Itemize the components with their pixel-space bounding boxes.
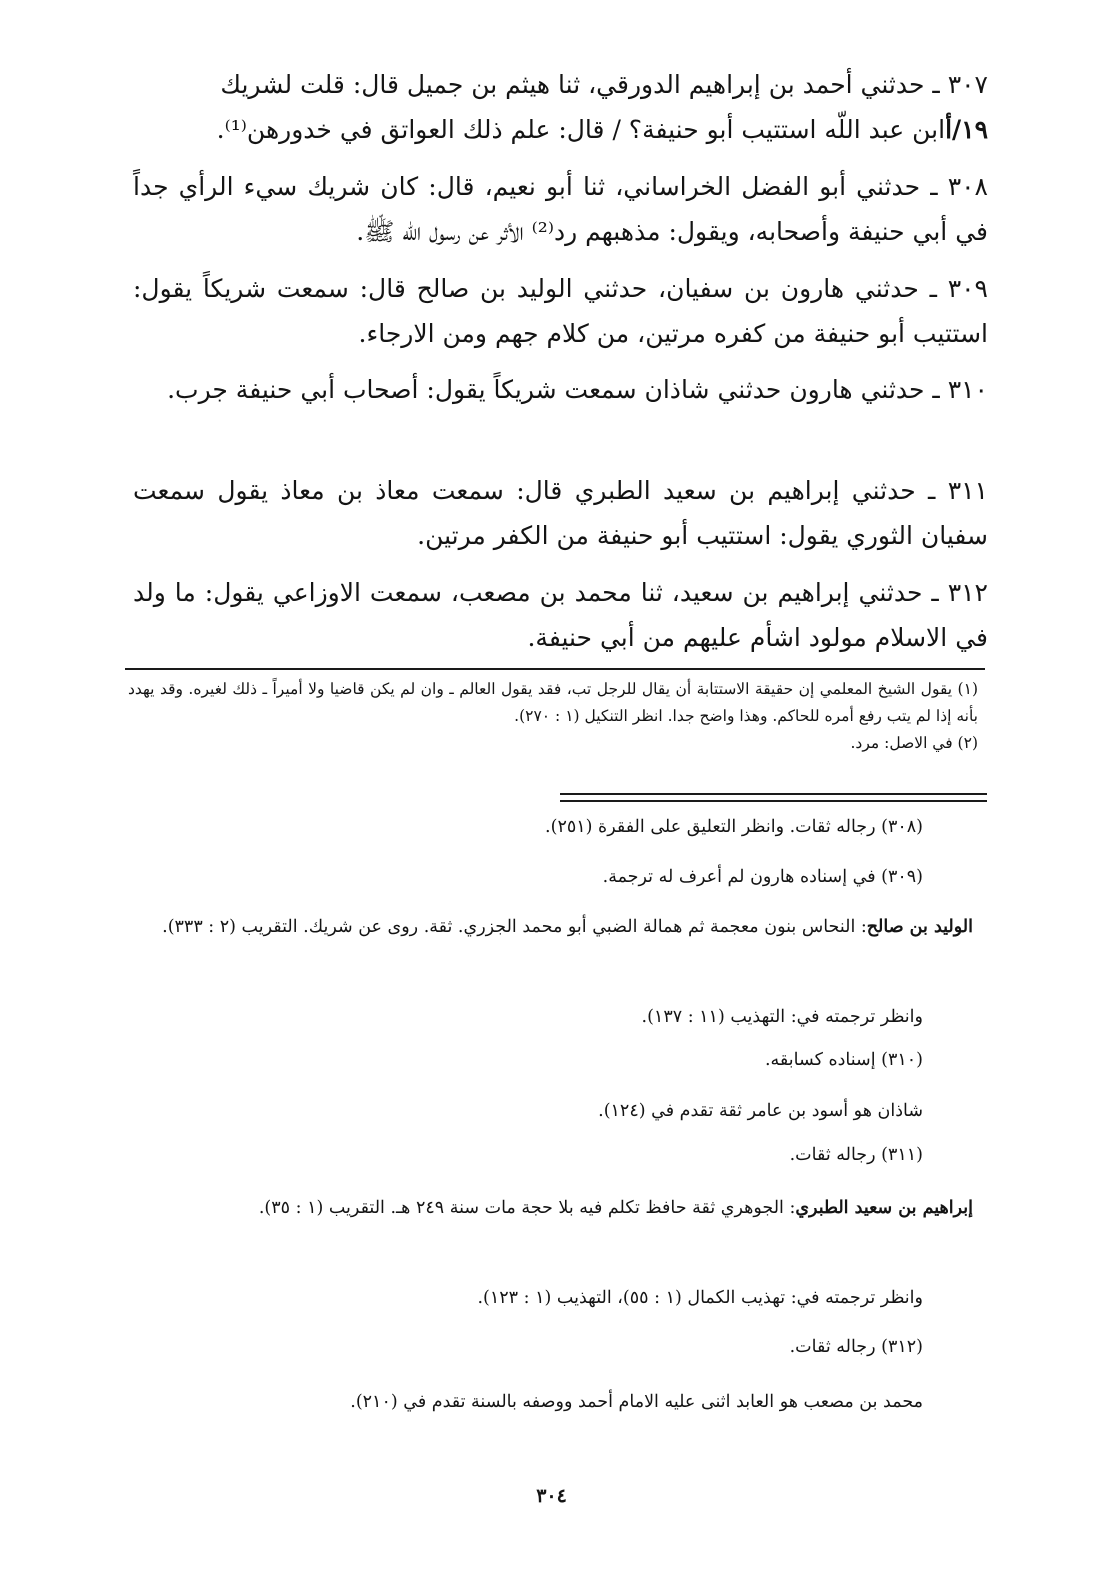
comment-311-text: (٣١١) رجاله ثقات. [789, 1145, 923, 1165]
paragraph-312-text: ٣١٢ ـ حدثني إبراهيم بن سعيد، ثنا محمد بن مصعب، سمعت الاوزاعي يقول: ما ولد في الاسلام مولود اشأم عليهم من أبي حنيفة. [133, 578, 988, 652]
comment-musab-text: محمد بن مصعب هو العابد اثنى عليه الامام أحمد ووصفه بالسنة تقدم في (٢١٠). [350, 1392, 923, 1412]
comment-310 [123, 1045, 923, 1075]
paragraph-307-line-1: ٣٠٧ ـ حدثني أحمد بن إبراهيم الدورقي، ثنا هيثم بن جميل قال: قلت لشريك [220, 70, 988, 99]
comment-309 [123, 862, 923, 892]
narrator-name-ibrahim: إبراهيم بن سعيد الطبري [795, 1198, 973, 1218]
folio-marker: ١٩/أ [945, 115, 988, 144]
paragraph-307-text: ابن عبد اللّه استتيب أبو حنيفة؟ / قال: علم ذلك العواتق في خدورهن⁽¹⁾. [216, 115, 946, 144]
paragraph-309-text: ٣٠٩ ـ حدثني هارون بن سفيان، حدثني الوليد بن صالح قال: سمعت شريكاً يقول: استتيب أبو حنيفة من كفره مرتين، من كلام جهم ومن الارجاء. [133, 274, 988, 348]
comment-shadhan [123, 1096, 923, 1126]
comment-312-text: (٣١٢) رجاله ثقات. [789, 1337, 923, 1357]
footnote-2: (٢) في الاصل: مرد. [850, 734, 978, 752]
paragraph-308-text: ٣٠٨ ـ حدثني أبو الفضل الخراساني، ثنا أبو نعيم، قال: كان شريك سيء الرأي جداً في أبي حنيفة وأصحابه، ويقول: مذهبهم رد⁽²⁾ الأثر عن رسول اللّه ﷺ. [133, 172, 988, 246]
paragraph-308 [133, 164, 988, 254]
comment-312 [123, 1332, 923, 1362]
paragraph-311-text: ٣١١ ـ حدثني إبراهيم بن سعيد الطبري قال: سمعت معاذ بن معاذ يقول سمعت سفيان الثوري يقول: استتيب أبو حنيفة من الكفر مرتين. [133, 476, 988, 550]
paragraph-307 [133, 62, 988, 152]
comment-shadhan-text: شاذان هو أسود بن عامر ثقة تقدم في (١٢٤). [598, 1101, 923, 1121]
comment-musab [123, 1387, 923, 1417]
comment-ibrahim-ref [123, 1283, 923, 1313]
comment-walid-ref-text: وانظر ترجمته في: التهذيب (١١ : ١٣٧). [641, 1007, 923, 1027]
footnote-divider [125, 668, 985, 670]
comment-310-text: (٣١٠) إسناده كسابقه. [764, 1050, 923, 1070]
comment-308-text: (٣٠٨) رجاله ثقات. وانظر التعليق على الفقرة (٢٥١). [545, 817, 923, 837]
paragraph-309 [133, 266, 988, 356]
paragraph-310-text: ٣١٠ ـ حدثني هارون حدثني شاذان سمعت شريكاً يقول: أصحاب أبي حنيفة جرب. [167, 375, 988, 404]
narrator-name-walid: الوليد بن صالح [866, 917, 973, 937]
comment-309-text: (٣٠٩) في إسناده هارون لم أعرف له ترجمة. [602, 867, 923, 887]
commentary-divider-top [560, 793, 987, 795]
page-number: ٣٠٤ [536, 1485, 567, 1507]
narrator-text-ibrahim: : الجوهري ثقة حافظ تكلم فيه بلا حجة مات سنة ٢٤٩ هـ. التقريب (١ : ٣٥). [258, 1198, 796, 1218]
comment-ibrahim-ref-text: وانظر ترجمته في: تهذيب الكمال (١ : ٥٥)، التهذيب (١ : ١٢٣). [477, 1288, 923, 1308]
footnotes [128, 676, 978, 757]
comment-walid-ref [123, 1002, 923, 1032]
comment-308 [123, 812, 923, 842]
paragraph-307-line-2 [133, 107, 988, 152]
paragraph-312 [133, 570, 988, 660]
comment-311 [123, 1140, 923, 1170]
paragraph-311 [133, 468, 988, 558]
comment-walid [128, 912, 973, 942]
paragraph-310 [133, 367, 988, 412]
footnote-1: (١) يقول الشيخ المعلمي إن حقيقة الاستتابة أن يقال للرجل تب، فقد يقول العالم ـ وان لم يكن قاضيا ولا أميراً ـ ذلك لغيره. وقد يهدد بأنه إذا لم يتب رفع أمره للحاكم. وهذا واضح جدا. انظر التنكيل (١ : ٢٧٠). [128, 680, 978, 725]
narrator-text-walid: : النحاس بنون معجمة ثم همالة الضبي أبو محمد الجزري. ثقة. روى عن شريك. التقريب (٢ : ٣٣٣). [162, 917, 867, 937]
commentary-divider-bottom [560, 800, 987, 802]
comment-ibrahim [128, 1193, 973, 1223]
